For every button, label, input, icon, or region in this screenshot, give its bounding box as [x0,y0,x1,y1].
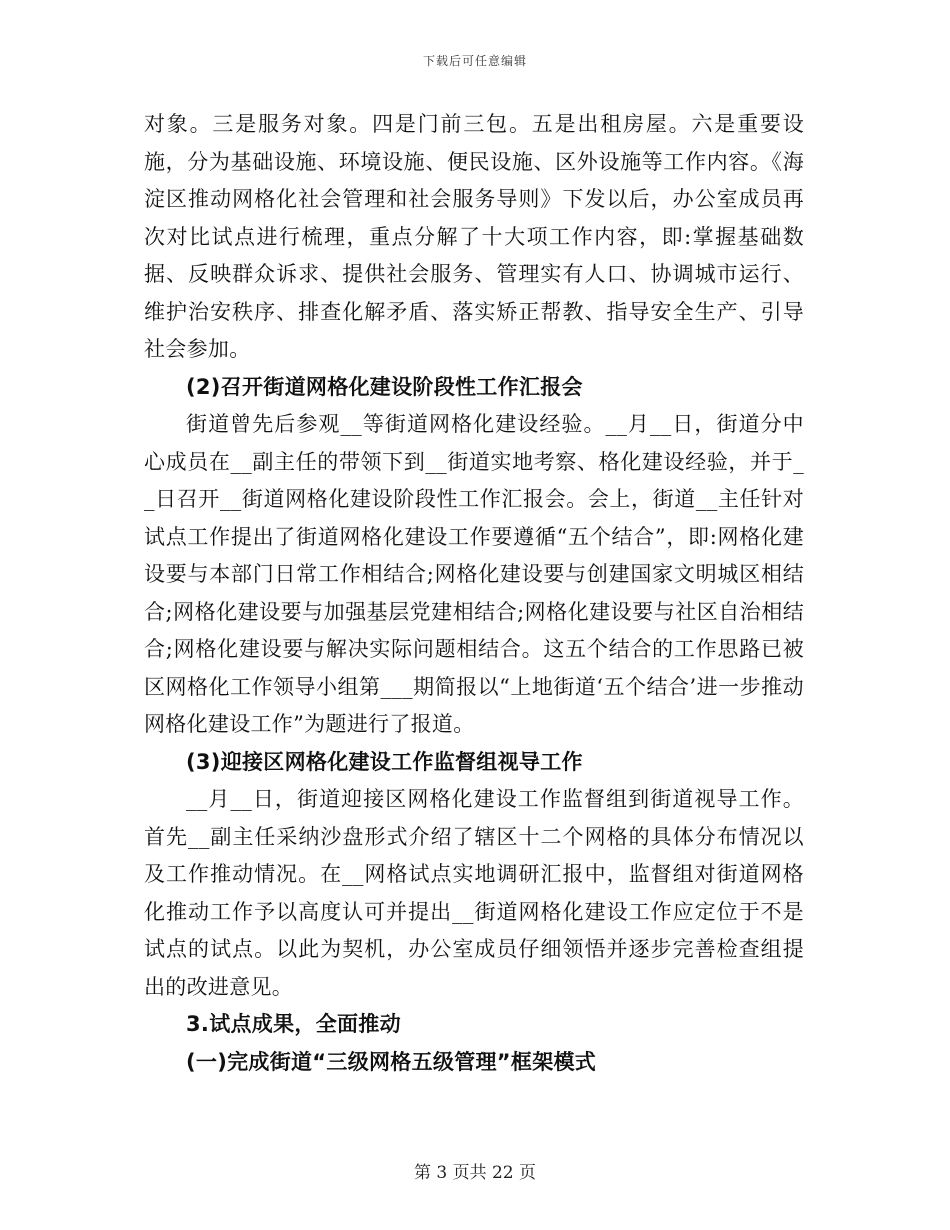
paragraph-work-content: 对象。三是服务对象。四是门前三包。五是出租房屋。六是重要设施，分为基础设施、环境设施、便民设施、区外设施等工作内容。《海淀区推动网格化社会管理和社会服务导则》下发以后，办公室成员再次对比试点进行梳理，重点分解了十大项工作内容，即:掌握基础数据、反映群众诉求、提供社会服务、管理实有人口、协调城市运行、维护治安秩序、排查化解矛盾、落实矫正帮教、指导安全生产、引导社会参加。 [144,112,804,361]
section-heading-framework: (一)完成街道“三级网格五级管理”框架模式 [186,1049,597,1074]
page-number: 第 3 页共 22 页 [413,1163,537,1183]
page-header: 下载后可任意编辑 [422,54,527,68]
paragraph-supervision: __月__日，街道迎接区网格化建设工作监督组到街道视导工作。首先__副主任采纳沙盘形式介绍了辖区十二个网格的具体分布情况以及工作推动情况。在__网格试点实地调研汇报中，监督组对街道网格化推动工作予以高度认可并提出__街道网格化建设工作应定位于不是试点的试点。以此为契机，办公室成员仔细领悟并逐步完善检查组提出的改进意见。 [144,787,804,999]
section-heading-supervision: (3)迎接区网格化建设工作监督组视导工作 [186,749,583,774]
paragraph-report-meeting: 街道曾先后参观__等街道网格化建设经验。__月__日，街道分中心成员在__副主任的带领下到__街道实地考察、格化建设经验，并于__日召开__街道网格化建设阶段性工作汇报会。会上，街道__主任针对试点工作提出了街道网格化建设工作要遵循“五个结合”，即:网格化建设要与本部门日常工作相结合;网格化建设要与创建国家文明城区相结合;网格化建设要与加强基层党建相结合;网格化建设要与社区自治相结合;网格化建设要与解决实际问题相结合。这五个结合的工作思路已被区网格化工作领导小组第___期简报以“上地街道‘五个结合’进一步推动网格化建设工作”为题进行了报道。 [144,412,804,736]
section-heading-report-meeting: (2)召开街道网格化建设阶段性工作汇报会 [186,374,583,399]
section-heading-pilot-results: 3.试点成果，全面推动 [186,1012,401,1036]
document-body [144,106,804,1081]
